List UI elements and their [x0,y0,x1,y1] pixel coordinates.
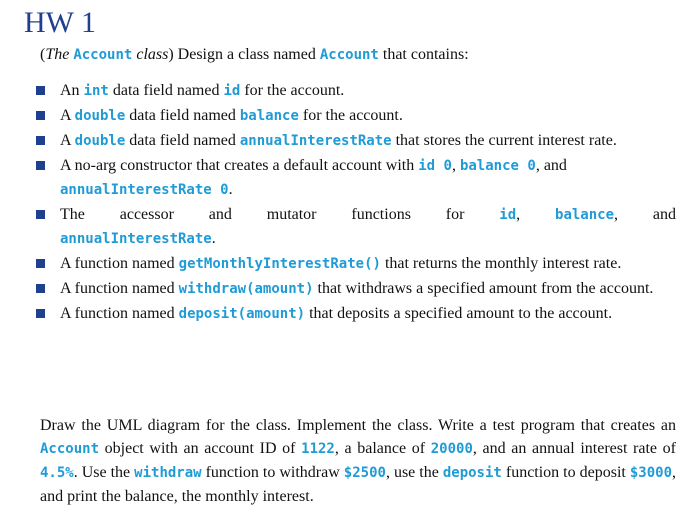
code-20000: 20000 [430,441,473,457]
text: A function named [60,255,179,272]
text: A function named [60,280,179,297]
code-2500: $2500 [343,465,386,481]
code-4-5-percent: 4.5% [40,465,74,481]
text: . [228,181,233,198]
text: for the account. [240,82,345,99]
square-bullet-icon [36,136,45,145]
text: data field named [125,107,240,124]
list-item [36,79,676,103]
code-1122: 1122 [301,441,335,457]
code-id-0: id 0 [418,158,452,174]
code-withdraw: withdraw(amount) [178,281,314,297]
text: , a balance of [334,440,431,457]
code-id: id [499,207,517,223]
list-item [36,277,676,301]
text: data field named [125,132,240,149]
code-annual-rate-0: annualInterestRate 0 [60,182,229,198]
intro-em: The [45,46,70,63]
text: , and [535,157,567,174]
text: that withdraws a specified amount from the account. [313,280,654,297]
text: , and [614,206,676,223]
text: function to deposit [501,464,630,481]
text: that deposits a specified amount to the account. [305,305,613,322]
code-withdraw: withdraw [134,465,202,481]
square-bullet-icon [36,210,45,219]
text: The accessor and mutator functions for [60,206,500,223]
list-item [36,203,676,251]
text: that returns the monthly interest rate. [380,255,622,272]
code-3000: $3000 [629,465,673,481]
text: An [60,82,84,99]
code-double: double [74,108,126,124]
code-id: id [223,83,241,99]
text: A no-arg constructor that creates a default account with [60,157,419,174]
code-annual-rate: annualInterestRate [239,133,392,149]
intro-em-class: class [136,46,169,63]
text: , use the [385,464,443,481]
intro-rest: ) Design a class named [168,46,320,63]
square-bullet-icon [36,86,45,95]
code-double: double [74,133,126,149]
intro-rest-2: that contains: [378,46,469,63]
list-item [36,252,676,276]
code-deposit: deposit(amount) [178,306,306,322]
text: Draw the UML diagram for the class. Implement the class. Write a test program that creates an [40,417,676,434]
text: for the account. [298,107,403,124]
requirements-list [36,79,676,327]
square-bullet-icon [36,161,45,170]
code-deposit: deposit [442,465,502,481]
text: A function named [60,305,179,322]
page-title: HW 1 [24,6,96,39]
code-annual-rate: annualInterestRate [60,231,212,247]
text: , [516,206,556,223]
square-bullet-icon [36,259,45,268]
code-balance: balance [239,108,299,124]
intro-code-account: Account [73,47,133,63]
code-int: int [83,83,109,99]
intro-open: ( [40,46,46,63]
text: data field named [108,82,224,99]
intro-code-account-2: Account [319,47,379,63]
square-bullet-icon [36,111,45,120]
text: A [60,107,75,124]
text: . Use the [73,464,135,481]
list-item [36,129,676,153]
text: . [211,230,216,247]
text: , [451,157,460,174]
code-account: Account [40,441,100,457]
text: , and an annual interest rate of [472,440,677,457]
code-balance: balance [555,207,615,223]
code-get-monthly-rate: getMonthlyInterestRate() [178,256,381,272]
code-balance-0: balance 0 [459,158,536,174]
intro-line [40,44,469,66]
square-bullet-icon [36,284,45,293]
text: A [60,132,75,149]
text: that stores the current interest rate. [391,132,617,149]
list-item [36,302,676,326]
instructions-paragraph [40,414,676,508]
list-item [36,154,676,202]
text: function to withdraw [201,464,344,481]
list-item [36,104,676,128]
text: , and print the balance, the monthly interest. [40,464,677,505]
text: object with an account ID of [99,440,302,457]
square-bullet-icon [36,309,45,318]
